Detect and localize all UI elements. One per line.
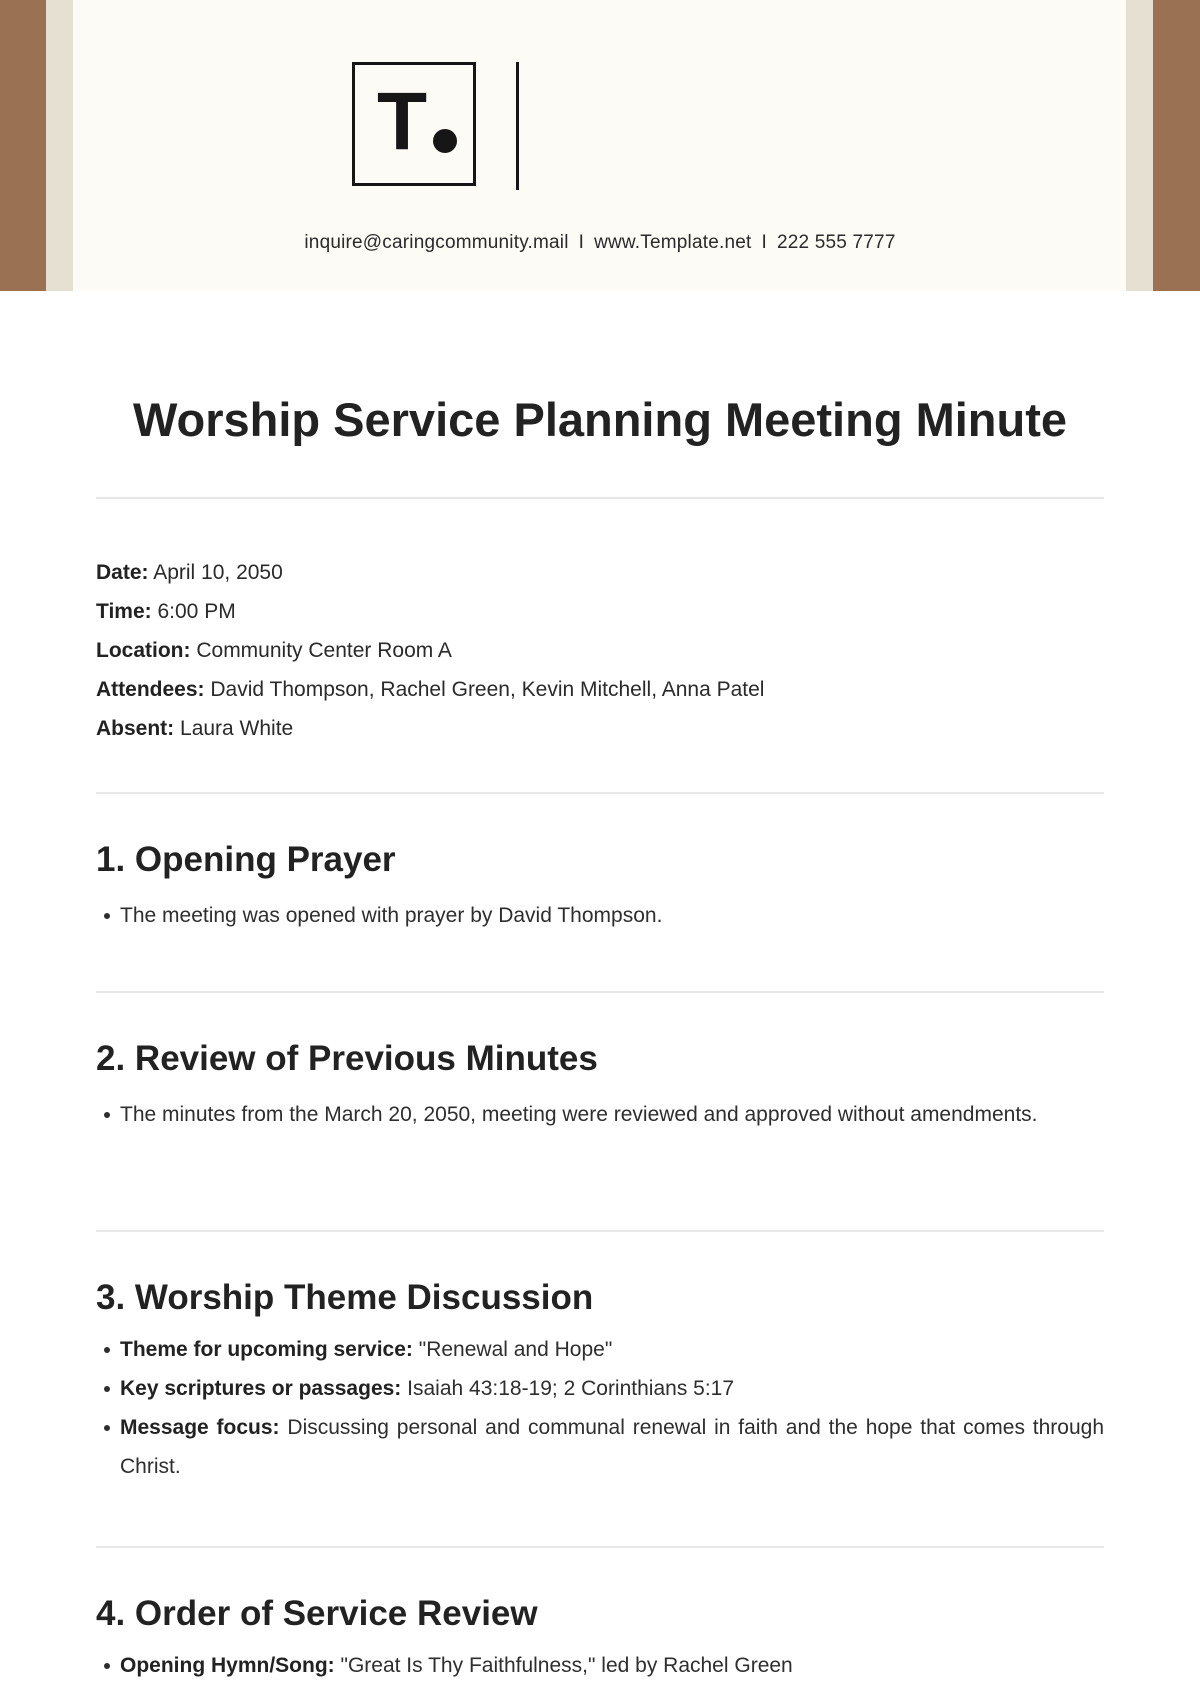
header-band [0, 0, 1200, 291]
divider [96, 497, 1104, 499]
item-label: Opening Hymn/Song: [120, 1654, 335, 1677]
meta-time [96, 592, 1104, 631]
meeting-details [96, 553, 1104, 748]
divider [96, 1230, 1104, 1232]
contact-website: www.Template.net [594, 232, 752, 253]
item-text: The meeting was opened with prayer by David Thompson. [120, 904, 663, 927]
list-item [96, 1330, 1104, 1369]
contact-phone: 222 555 7777 [776, 232, 896, 253]
section-worship-theme [96, 1278, 1104, 1486]
item-label: Theme for upcoming service: [120, 1338, 413, 1361]
section-opening-prayer [96, 840, 1104, 935]
section-heading: 4. Order of Service Review [96, 1594, 538, 1633]
meta-location [96, 631, 1104, 670]
contact-line [0, 232, 1200, 254]
meta-value: April 10, 2050 [153, 561, 283, 584]
item-text: Isaiah 43:18-19; 2 Corinthians 5:17 [407, 1377, 735, 1400]
list-item [96, 1095, 1104, 1134]
page-title: Worship Service Planning Meeting Minute [132, 393, 1068, 446]
contact-email: inquire@caringcommunity.mail [304, 232, 569, 253]
meta-label: Time: [96, 600, 152, 623]
section-list [96, 896, 1104, 935]
meta-label: Location: [96, 639, 191, 662]
list-item [96, 896, 1104, 935]
meta-attendees [96, 670, 1104, 709]
item-text: "Renewal and Hope" [418, 1338, 613, 1361]
meta-label: Date: [96, 561, 149, 584]
item-text: "Great Is Thy Faithfulness," led by Rachel Green [340, 1654, 793, 1677]
meta-label: Attendees: [96, 678, 205, 701]
divider [96, 792, 1104, 794]
section-heading: 3. Worship Theme Discussion [96, 1278, 594, 1317]
meta-absent [96, 709, 1104, 748]
logo-letter: T [377, 76, 428, 167]
meta-value: 6:00 PM [157, 600, 236, 623]
item-label: Key scriptures or passages: [120, 1377, 402, 1400]
divider [96, 991, 1104, 993]
section-order-of-service [96, 1594, 1104, 1685]
list-item [96, 1408, 1104, 1486]
section-review-previous-minutes [96, 1039, 1104, 1134]
meta-value: David Thompson, Rachel Green, Kevin Mitchell, Anna Patel [210, 678, 765, 701]
contact-separator: I [578, 232, 585, 253]
section-heading: 1. Opening Prayer [96, 840, 396, 879]
item-text: The minutes from the March 20, 2050, meeting were reviewed and approved without amendments. [120, 1103, 1038, 1126]
section-list [96, 1330, 1104, 1486]
logo-divider [516, 62, 519, 190]
section-heading: 2. Review of Previous Minutes [96, 1039, 598, 1078]
divider [96, 1546, 1104, 1548]
meta-label: Absent: [96, 717, 175, 740]
section-list [96, 1646, 1104, 1685]
logo-dot [433, 129, 457, 153]
meta-value: Laura White [180, 717, 294, 740]
item-text: Discussing personal and communal renewal in faith and the hope that comes through Christ. [120, 1416, 1105, 1478]
meta-value: Community Center Room A [196, 639, 452, 662]
item-label: Message focus: [120, 1416, 280, 1439]
list-item [96, 1646, 1104, 1685]
contact-separator: I [761, 232, 767, 253]
meta-date [96, 553, 1104, 592]
section-list [96, 1095, 1104, 1134]
list-item [96, 1369, 1104, 1408]
logo-icon [352, 62, 476, 186]
